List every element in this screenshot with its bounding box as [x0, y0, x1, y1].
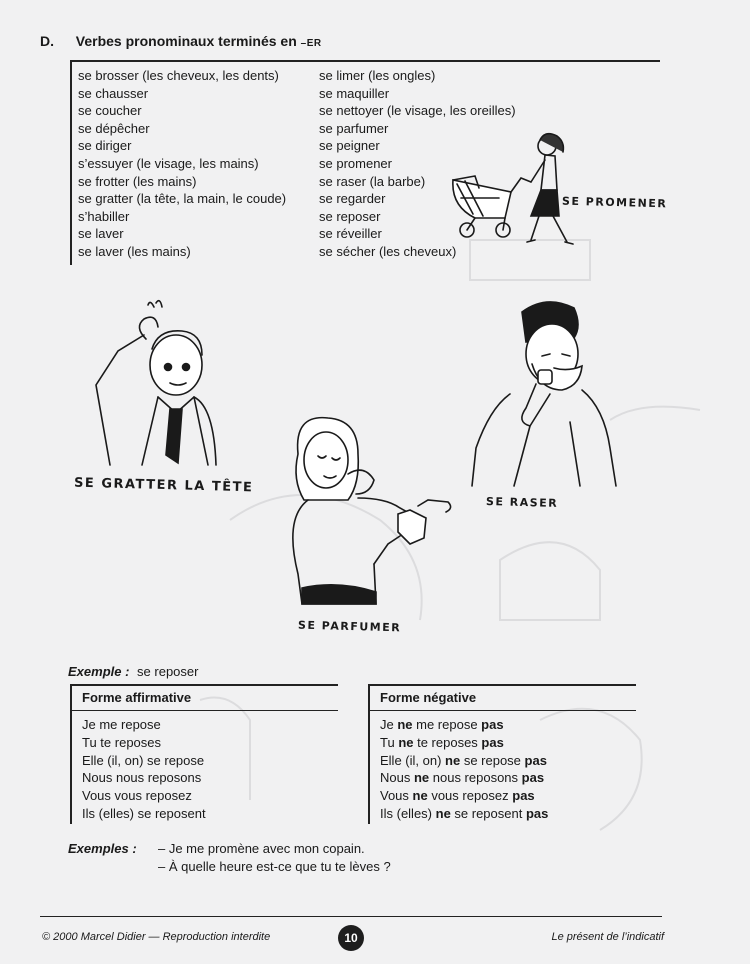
negative-heading: Forme négative	[380, 690, 477, 705]
negative-forms	[380, 716, 548, 823]
negative-form-line	[380, 769, 548, 787]
negation-particle: pas	[525, 805, 549, 821]
examples-label: Exemples :	[68, 841, 137, 856]
section-rule	[70, 60, 660, 62]
verb-item: s’habiller	[78, 208, 130, 224]
negative-left-rule	[368, 684, 370, 824]
negative-form-line	[380, 734, 548, 752]
negation-particle: ne	[412, 788, 428, 804]
affirmative-top-rule	[70, 684, 338, 686]
footer-rule	[40, 916, 662, 917]
verb-item: se laver	[78, 226, 124, 242]
affirmative-form-line: Elle (il, on) se repose	[82, 752, 205, 768]
negative-form-text: Vous	[380, 788, 413, 804]
affirmative-forms	[82, 716, 206, 823]
verb-item: se regarder	[319, 191, 386, 207]
caption-se-gratter-la-tete: SE GRATTER LA TÊTE	[73, 475, 254, 496]
negation-particle: pas	[481, 717, 504, 732]
negative-form-text: vous reposez	[427, 788, 513, 804]
verb-item: se frotter (les mains)	[78, 173, 197, 189]
caption-se-raser: SE RASER	[485, 495, 559, 510]
affirmative-form-line: Vous vous reposez	[82, 788, 192, 804]
illustration-se-gratter-la-tete	[86, 305, 246, 475]
affirmative-form-line: Ils (elles) se reposent	[82, 805, 206, 821]
footer-copyright: © 2000 Marcel Didier — Reproduction interdite	[42, 931, 271, 943]
negative-form-line	[380, 716, 548, 734]
illustration-se-raser	[470, 298, 620, 488]
negation-particle: ne	[413, 770, 430, 786]
negative-form-text: me repose	[412, 717, 482, 732]
affirmative-form-line: Nous nous reposons	[82, 770, 202, 786]
verb-item: se reposer	[319, 208, 381, 224]
negative-form-text: nous reposons	[429, 770, 522, 786]
negative-form-line	[380, 752, 548, 770]
example-label: Exemple :	[68, 664, 130, 679]
negative-form-text: Je	[380, 717, 398, 732]
negative-form-text: te reposes	[413, 734, 482, 750]
section-letter: D.	[40, 33, 54, 49]
caption-se-parfumer: SE PARFUMER	[297, 618, 402, 635]
page-number: 10	[338, 925, 364, 951]
verb-item: se limer (les ongles)	[319, 68, 436, 83]
verb-item: se sécher (les cheveux)	[319, 243, 457, 259]
verb-item: se brosser (les cheveux, les dents)	[78, 68, 279, 83]
negation-particle: ne	[445, 752, 461, 768]
footer-chapter: Le présent de l’indicatif	[551, 931, 664, 943]
verb-item: s’essuyer (le visage, les mains)	[78, 155, 259, 171]
negative-top-rule	[368, 684, 636, 686]
negative-form-text: Nous	[380, 770, 414, 786]
caption-se-promener: SE PROMENER	[561, 194, 668, 211]
illustration-se-parfumer	[278, 414, 468, 614]
verb-list-left-rule	[70, 60, 72, 265]
section-heading	[40, 33, 322, 49]
negation-particle: pas	[524, 752, 547, 768]
negative-form-text: se reposent	[450, 805, 526, 821]
verb-item: se nettoyer (le visage, les oreilles)	[319, 103, 516, 119]
affirmative-head-rule	[70, 710, 338, 711]
negative-form-text: Ils (elles)	[380, 805, 436, 821]
section-title-text: Verbes pronominaux terminés en	[75, 33, 301, 49]
affirmative-form-line: Je me repose	[82, 717, 161, 732]
negation-particle: ne	[397, 717, 413, 732]
negative-form-text: se repose	[460, 752, 525, 768]
verb-item: se parfumer	[319, 120, 389, 136]
affirmative-form-line: Tu te reposes	[82, 734, 162, 750]
negation-particle: pas	[481, 734, 504, 750]
verb-item: se réveiller	[319, 226, 382, 242]
verb-item: se dépêcher	[78, 120, 150, 136]
example-sentence: – À quelle heure est-ce que tu te lèves ?	[158, 859, 391, 874]
example-line	[68, 664, 198, 679]
negation-particle: ne	[398, 734, 414, 750]
verb-item: se raser (la barbe)	[319, 173, 426, 189]
negative-form-text: Elle (il, on)	[380, 752, 446, 768]
example-sentence: – Je me promène avec mon copain.	[158, 841, 365, 856]
verb-item: se chausser	[78, 85, 149, 101]
negation-particle: ne	[435, 805, 451, 821]
verb-item: se peigner	[319, 138, 380, 154]
negative-head-rule	[368, 710, 636, 711]
verb-item: se diriger	[78, 138, 132, 154]
examples-lines	[158, 840, 391, 876]
example-verb: se reposer	[137, 664, 199, 679]
verb-item: se promener	[319, 155, 392, 171]
affirmative-heading: Forme affirmative	[82, 690, 192, 705]
verb-list-left	[78, 67, 286, 261]
negative-form-text: Tu	[380, 734, 399, 750]
negative-form-line	[380, 787, 548, 805]
affirmative-left-rule	[70, 684, 72, 824]
negation-particle: pas	[521, 770, 545, 786]
verb-item: se maquiller	[319, 85, 390, 101]
illustration-se-promener	[445, 128, 645, 248]
verb-item: se coucher	[78, 103, 142, 119]
examples-block	[68, 840, 137, 858]
negation-particle: pas	[512, 788, 535, 804]
verb-item: se gratter (la tête, la main, le coude)	[78, 191, 287, 207]
verb-item: se laver (les mains)	[78, 243, 191, 259]
section-suffix: –ER	[300, 38, 322, 49]
negative-form-line	[380, 805, 548, 823]
